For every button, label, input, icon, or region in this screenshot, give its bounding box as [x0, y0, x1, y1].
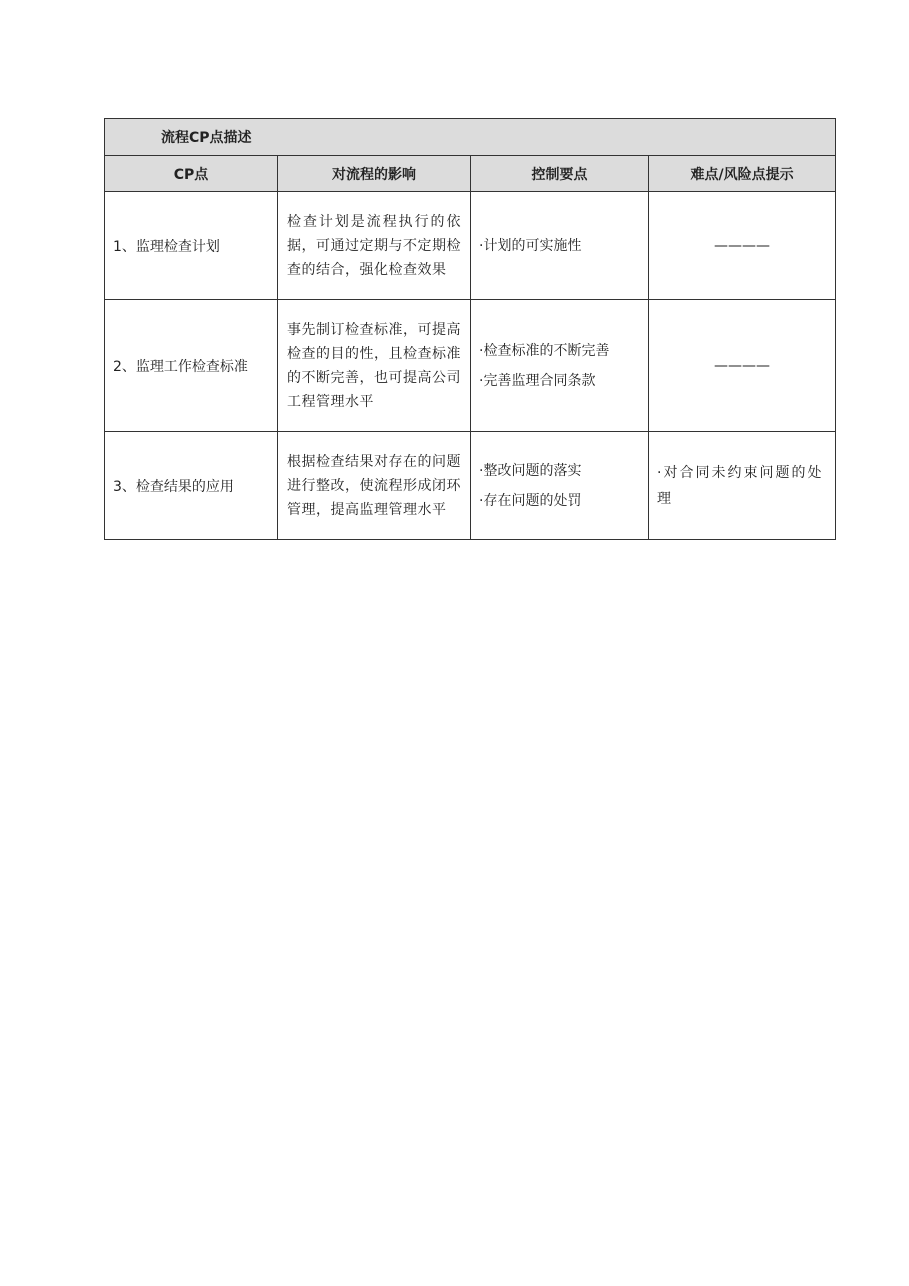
control-item: ·计划的可实施性	[479, 237, 582, 254]
table-title-row	[105, 119, 836, 156]
cp-cell: 3、检查结果的应用	[105, 432, 278, 540]
table-row	[105, 300, 836, 432]
cp-cell: 1、监理检查计划	[105, 192, 278, 300]
control-cell	[471, 432, 649, 540]
control-item: ·整改问题的落实	[479, 462, 582, 479]
table-row	[105, 432, 836, 540]
impact-cell: 检查计划是流程执行的依据，可通过定期与不定期检查的结合，强化检查效果	[278, 192, 471, 300]
control-cell	[471, 300, 649, 432]
header-impact: 对流程的影响	[278, 156, 471, 192]
control-item: ·检查标准的不断完善	[479, 342, 610, 359]
table-header-row	[105, 156, 836, 192]
control-item: ·完善监理合同条款	[479, 372, 596, 389]
risk-cell: ————	[649, 300, 836, 432]
risk-cell: ·对合同未约束问题的处理	[649, 432, 836, 540]
table-row	[105, 192, 836, 300]
control-item: ·存在问题的处罚	[479, 492, 582, 509]
header-cp: CP点	[105, 156, 278, 192]
impact-cell: 根据检查结果对存在的问题进行整改，使流程形成闭环管理，提高监理管理水平	[278, 432, 471, 540]
table-title: 流程CP点描述	[105, 119, 836, 156]
cp-cell: 2、监理工作检查标准	[105, 300, 278, 432]
cp-description-table	[104, 118, 836, 540]
risk-cell: ————	[649, 192, 836, 300]
header-control: 控制要点	[471, 156, 649, 192]
control-cell	[471, 192, 649, 300]
header-risk: 难点/风险点提示	[649, 156, 836, 192]
impact-cell: 事先制订检查标准，可提高检查的目的性，且检查标准的不断完善，也可提高公司工程管理水平	[278, 300, 471, 432]
